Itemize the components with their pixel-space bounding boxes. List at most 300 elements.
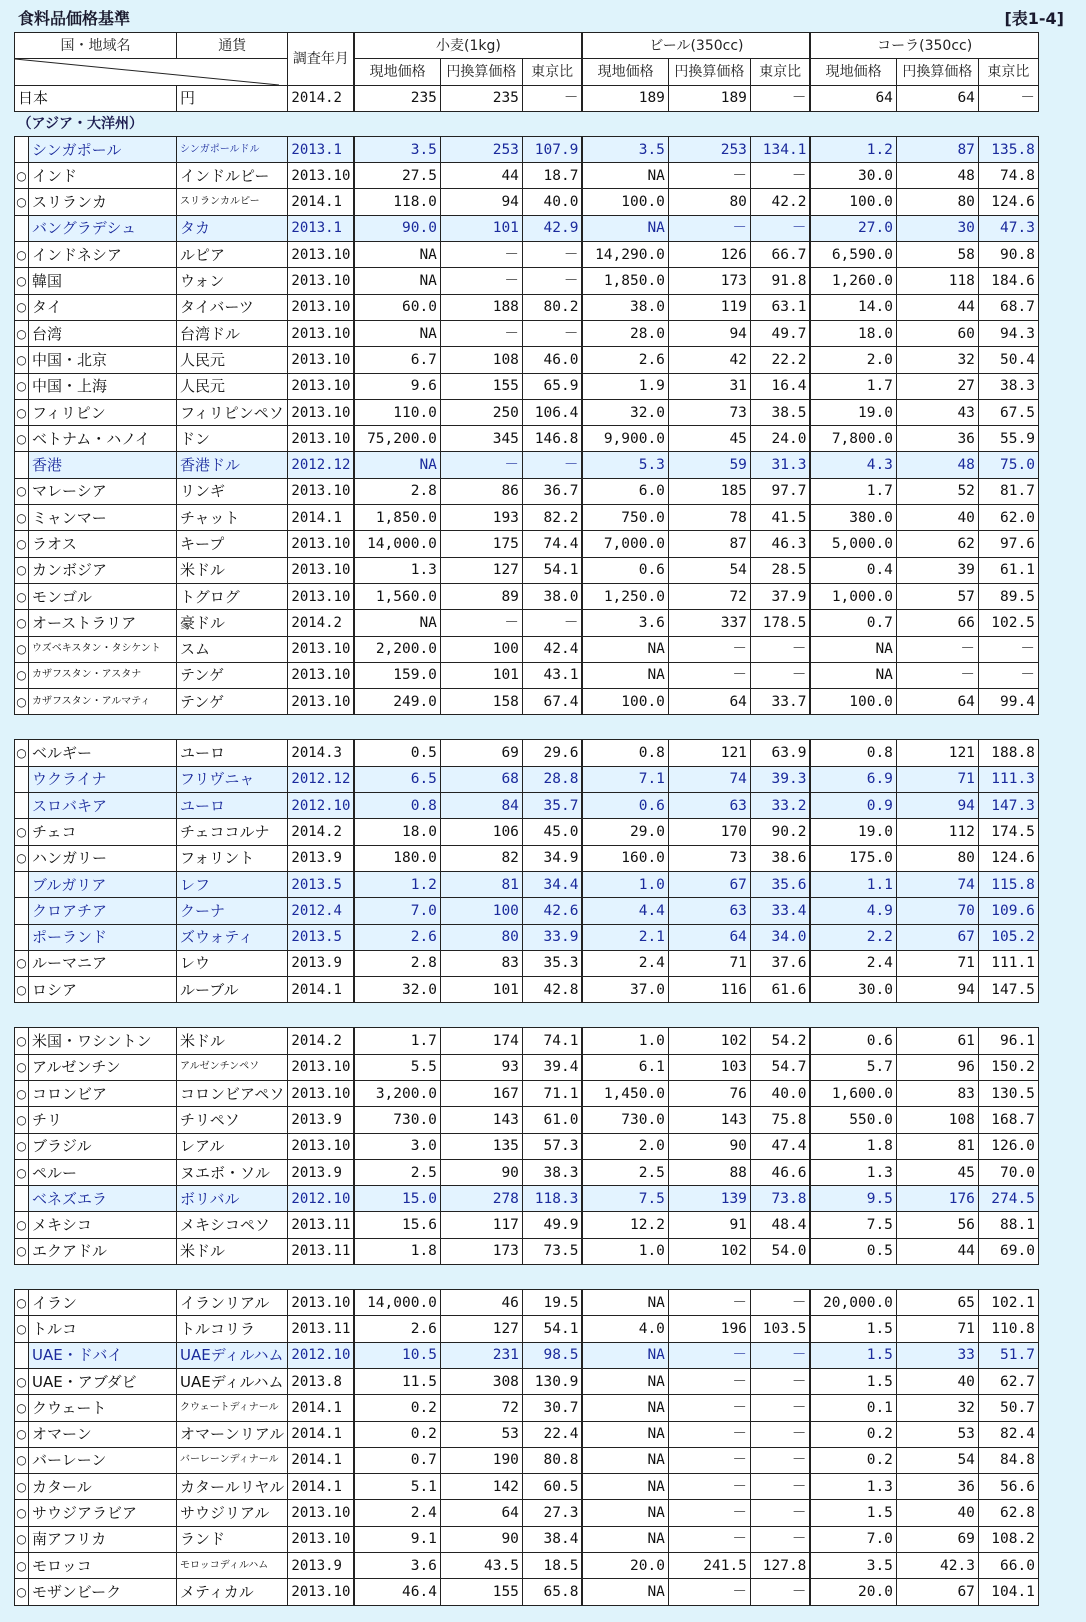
beer-tokyo: － — [750, 1290, 810, 1316]
beer-tokyo: 134.1 — [750, 136, 810, 162]
survey-date: 2013.8 — [288, 1368, 355, 1394]
wheat-local: NA — [354, 610, 440, 636]
table-row — [15, 689, 1039, 715]
cola-yen: 67 — [896, 924, 978, 950]
cola-tokyo: 38.3 — [978, 373, 1038, 399]
currency: スム — [177, 636, 288, 662]
survey-date: 2012.12 — [288, 452, 355, 478]
beer-tokyo: 97.7 — [750, 478, 810, 504]
diagonal-line — [15, 59, 279, 85]
country-name: アルゼンチン — [29, 1054, 177, 1080]
survey-date: 2013.10 — [288, 1526, 355, 1552]
table-row — [15, 1342, 1039, 1368]
beer-tokyo: 90.2 — [750, 819, 810, 845]
currency: クーナ — [177, 898, 288, 924]
wheat-local: 2.4 — [354, 1500, 440, 1526]
survey-date: 2014.1 — [288, 1447, 355, 1473]
survey-mark: ○ — [15, 1579, 29, 1605]
cola-tokyo: 81.7 — [978, 478, 1038, 504]
wheat-yen: － — [440, 242, 522, 268]
cola-tokyo: 68.7 — [978, 294, 1038, 320]
currency: オマーンリアル — [177, 1421, 288, 1447]
wheat-yen: 86 — [440, 478, 522, 504]
cola-local: 4.9 — [810, 898, 896, 924]
wheat-yen: 100 — [440, 898, 522, 924]
survey-mark: ○ — [15, 426, 29, 452]
beer-yen: 76 — [668, 1080, 750, 1106]
cola-local: 1.2 — [810, 136, 896, 162]
wheat-local: 0.2 — [354, 1421, 440, 1447]
country-name: ハンガリー — [29, 845, 177, 871]
beer-tokyo: 37.6 — [750, 950, 810, 976]
wheat-tokyo: 42.9 — [522, 215, 582, 241]
beer-tokyo: 91.8 — [750, 268, 810, 294]
header-row-1 — [15, 33, 1039, 59]
wheat-local: 3.6 — [354, 1553, 440, 1579]
cola-local: NA — [810, 636, 896, 662]
beer-tokyo: 33.7 — [750, 689, 810, 715]
cola-yen: 121 — [896, 740, 978, 766]
currency: レフ — [177, 871, 288, 897]
survey-date: 2013.10 — [288, 583, 355, 609]
country-name: ペルー — [29, 1159, 177, 1185]
wheat-tokyo: 36.7 — [522, 478, 582, 504]
cola-local: 1,000.0 — [810, 583, 896, 609]
wheat-local: 7.0 — [354, 898, 440, 924]
beer-tokyo: 41.5 — [750, 505, 810, 531]
table-row — [15, 242, 1039, 268]
wheat-tokyo: － — [522, 242, 582, 268]
wheat-yen: 308 — [440, 1368, 522, 1394]
header-beer: ビール(350cc) — [582, 33, 810, 59]
survey-mark: ○ — [15, 1474, 29, 1500]
table-row — [15, 531, 1039, 557]
cola-tokyo: 62.7 — [978, 1368, 1038, 1394]
country-name: スリランカ — [29, 189, 177, 215]
wheat-yen: 173 — [440, 1238, 522, 1264]
survey-mark: ○ — [15, 399, 29, 425]
table-row — [15, 766, 1039, 792]
survey-date: 2013.5 — [288, 924, 355, 950]
wheat-tokyo: 19.5 — [522, 1290, 582, 1316]
beer-local: 6.1 — [582, 1054, 668, 1080]
wheat-tokyo: 18.5 — [522, 1553, 582, 1579]
cola-tokyo: 75.0 — [978, 452, 1038, 478]
country-name: モンゴル — [29, 583, 177, 609]
cola-yen: 60 — [896, 320, 978, 346]
table-row — [15, 1500, 1039, 1526]
cola-tokyo: 69.0 — [978, 1238, 1038, 1264]
country-name: スロバキア — [29, 793, 177, 819]
table-row — [15, 1316, 1039, 1342]
cola-yen: 80 — [896, 845, 978, 871]
survey-mark: ○ — [15, 819, 29, 845]
wheat-yen: 108 — [440, 347, 522, 373]
country-name: ベネズエラ — [29, 1186, 177, 1212]
beer-tokyo: 46.3 — [750, 531, 810, 557]
cola-tokyo: － — [978, 662, 1038, 688]
cola-tokyo: 111.1 — [978, 950, 1038, 976]
wheat-tokyo: 42.8 — [522, 977, 582, 1003]
survey-date: 2013.10 — [288, 373, 355, 399]
currency: ランド — [177, 1526, 288, 1552]
beer-tokyo: － — [750, 1447, 810, 1473]
wheat-tokyo: 29.6 — [522, 740, 582, 766]
currency: フリヴニャ — [177, 766, 288, 792]
survey-mark: ○ — [15, 294, 29, 320]
beer-local: 4.4 — [582, 898, 668, 924]
currency: 円 — [177, 85, 288, 111]
beer-tokyo: 37.9 — [750, 583, 810, 609]
country-name: ベルギー — [29, 740, 177, 766]
wheat-local: 0.8 — [354, 793, 440, 819]
country-name: イラン — [29, 1290, 177, 1316]
wheat-yen: 231 — [440, 1342, 522, 1368]
beer-yen: 73 — [668, 399, 750, 425]
page-header — [0, 0, 1086, 30]
cola-yen: 118 — [896, 268, 978, 294]
wheat-local: 2.8 — [354, 950, 440, 976]
country-name: 中国・上海 — [29, 373, 177, 399]
beer-local: 14,290.0 — [582, 242, 668, 268]
country-name: マレーシア — [29, 478, 177, 504]
survey-date: 2013.9 — [288, 845, 355, 871]
beer-yen: 253 — [668, 136, 750, 162]
beer-yen: 31 — [668, 373, 750, 399]
currency: ユーロ — [177, 793, 288, 819]
currency: キープ — [177, 531, 288, 557]
cola-yen: 61 — [896, 1028, 978, 1054]
wheat-tokyo: 65.8 — [522, 1579, 582, 1605]
wheat-local: 110.0 — [354, 399, 440, 425]
beer-yen: 91 — [668, 1212, 750, 1238]
wheat-yen: 158 — [440, 689, 522, 715]
currency: インドルピー — [177, 163, 288, 189]
beer-yen: 42 — [668, 347, 750, 373]
wheat-local: 180.0 — [354, 845, 440, 871]
cola-yen: 176 — [896, 1186, 978, 1212]
wheat-local: 0.7 — [354, 1447, 440, 1473]
table-row — [15, 1526, 1039, 1552]
cola-local: 2.2 — [810, 924, 896, 950]
currency: メティカル — [177, 1579, 288, 1605]
wheat-local: 1.2 — [354, 871, 440, 897]
wheat-yen: － — [440, 610, 522, 636]
wheat-local: 27.5 — [354, 163, 440, 189]
wheat-yen: － — [440, 320, 522, 346]
beer-local: 730.0 — [582, 1107, 668, 1133]
cola-local: 14.0 — [810, 294, 896, 320]
cola-tokyo: － — [978, 85, 1038, 111]
survey-mark: ○ — [15, 662, 29, 688]
wheat-tokyo: 57.3 — [522, 1133, 582, 1159]
beer-yen: 90 — [668, 1133, 750, 1159]
country-name: ウズベキスタン・タシケント — [29, 636, 177, 662]
beer-yen: 67 — [668, 871, 750, 897]
cola-yen: 71 — [896, 950, 978, 976]
beer-yen: 63 — [668, 793, 750, 819]
cola-tokyo: 96.1 — [978, 1028, 1038, 1054]
table-row — [15, 610, 1039, 636]
beer-tokyo: 42.2 — [750, 189, 810, 215]
cola-tokyo: 130.5 — [978, 1080, 1038, 1106]
header-cola-tokyo: 東京比 — [978, 59, 1038, 85]
table-row — [15, 845, 1039, 871]
wheat-tokyo: 80.2 — [522, 294, 582, 320]
survey-mark: ○ — [15, 1133, 29, 1159]
cola-tokyo: 51.7 — [978, 1342, 1038, 1368]
beer-local: 7,000.0 — [582, 531, 668, 557]
cola-tokyo: 50.7 — [978, 1395, 1038, 1421]
cola-local: 1.5 — [810, 1342, 896, 1368]
cola-yen: 83 — [896, 1080, 978, 1106]
wheat-local: 32.0 — [354, 977, 440, 1003]
wheat-tokyo: 118.3 — [522, 1186, 582, 1212]
beer-local: 20.0 — [582, 1553, 668, 1579]
wheat-local: 159.0 — [354, 662, 440, 688]
cola-local: 5.7 — [810, 1054, 896, 1080]
table-row — [15, 557, 1039, 583]
wheat-local: 9.1 — [354, 1526, 440, 1552]
table-row — [15, 1028, 1039, 1054]
beer-tokyo: － — [750, 1500, 810, 1526]
cola-tokyo: 124.6 — [978, 189, 1038, 215]
beer-yen: 94 — [668, 320, 750, 346]
currency: ルピア — [177, 242, 288, 268]
cola-local: 1.5 — [810, 1368, 896, 1394]
beer-yen: 78 — [668, 505, 750, 531]
currency: 台湾ドル — [177, 320, 288, 346]
beer-tokyo: 34.0 — [750, 924, 810, 950]
wheat-yen: 235 — [440, 85, 522, 111]
wheat-local: 1,560.0 — [354, 583, 440, 609]
cola-yen: 48 — [896, 452, 978, 478]
beer-local: 0.8 — [582, 740, 668, 766]
cola-local: 1,260.0 — [810, 268, 896, 294]
wheat-tokyo: 45.0 — [522, 819, 582, 845]
table-row — [15, 583, 1039, 609]
cola-yen: 94 — [896, 793, 978, 819]
wheat-tokyo: 27.3 — [522, 1500, 582, 1526]
cola-local: 0.2 — [810, 1447, 896, 1473]
cola-tokyo: 62.8 — [978, 1500, 1038, 1526]
beer-tokyo: 178.5 — [750, 610, 810, 636]
cola-yen: 94 — [896, 977, 978, 1003]
currency: チャット — [177, 505, 288, 531]
survey-date: 2013.1 — [288, 215, 355, 241]
beer-tokyo: 73.8 — [750, 1186, 810, 1212]
wheat-local: 0.2 — [354, 1395, 440, 1421]
table-row — [15, 636, 1039, 662]
beer-tokyo: 40.0 — [750, 1080, 810, 1106]
cola-local: 0.2 — [810, 1421, 896, 1447]
beer-yen: 185 — [668, 478, 750, 504]
wheat-local: 2,200.0 — [354, 636, 440, 662]
beer-local: NA — [582, 1342, 668, 1368]
beer-yen: － — [668, 662, 750, 688]
survey-mark: ○ — [15, 505, 29, 531]
wheat-tokyo: 35.3 — [522, 950, 582, 976]
currency: 米ドル — [177, 557, 288, 583]
beer-yen: 241.5 — [668, 1553, 750, 1579]
beer-local: NA — [582, 1500, 668, 1526]
header-beer-yen: 円換算価格 — [668, 59, 750, 85]
cola-local: 2.0 — [810, 347, 896, 373]
survey-mark: ○ — [15, 268, 29, 294]
cola-tokyo: 188.8 — [978, 740, 1038, 766]
beer-yen: 87 — [668, 531, 750, 557]
header-wheat-yen: 円換算価格 — [440, 59, 522, 85]
survey-mark: ○ — [15, 610, 29, 636]
cola-local: 1.3 — [810, 1159, 896, 1185]
cola-tokyo: 56.6 — [978, 1474, 1038, 1500]
table-row — [15, 1579, 1039, 1605]
wheat-tokyo: 49.9 — [522, 1212, 582, 1238]
survey-date: 2013.10 — [288, 1500, 355, 1526]
country-name: クロアチア — [29, 898, 177, 924]
wheat-yen: 175 — [440, 531, 522, 557]
cola-tokyo: 124.6 — [978, 845, 1038, 871]
beer-local: NA — [582, 1421, 668, 1447]
table-row — [15, 977, 1039, 1003]
cola-tokyo: 111.3 — [978, 766, 1038, 792]
cola-yen: 40 — [896, 1500, 978, 1526]
survey-date: 2014.1 — [288, 1395, 355, 1421]
cola-yen: 56 — [896, 1212, 978, 1238]
cola-local: 1.5 — [810, 1316, 896, 1342]
cola-yen: 45 — [896, 1159, 978, 1185]
currency: フィリピンペソ — [177, 399, 288, 425]
wheat-local: 6.7 — [354, 347, 440, 373]
beer-yen: 64 — [668, 924, 750, 950]
currency: テンゲ — [177, 689, 288, 715]
cola-tokyo: 147.3 — [978, 793, 1038, 819]
table-row — [15, 1133, 1039, 1159]
header-cola: コーラ(350cc) — [810, 33, 1038, 59]
survey-date: 2013.10 — [288, 399, 355, 425]
wheat-yen: 69 — [440, 740, 522, 766]
beer-tokyo: 75.8 — [750, 1107, 810, 1133]
wheat-local: 2.8 — [354, 478, 440, 504]
country-name: モロッコ — [29, 1553, 177, 1579]
cola-tokyo: 67.5 — [978, 399, 1038, 425]
cola-local: NA — [810, 662, 896, 688]
cola-yen: 87 — [896, 136, 978, 162]
cola-local: 0.7 — [810, 610, 896, 636]
wheat-local: 3.0 — [354, 1133, 440, 1159]
survey-mark: ○ — [15, 1500, 29, 1526]
wheat-local: NA — [354, 452, 440, 478]
survey-mark: ○ — [15, 1054, 29, 1080]
beer-local: 29.0 — [582, 819, 668, 845]
wheat-tokyo: 54.1 — [522, 557, 582, 583]
cola-local: 19.0 — [810, 399, 896, 425]
cola-yen: 81 — [896, 1133, 978, 1159]
survey-mark: ○ — [15, 1553, 29, 1579]
beer-tokyo: － — [750, 1579, 810, 1605]
survey-date: 2014.1 — [288, 1474, 355, 1500]
wheat-local: 1.7 — [354, 1028, 440, 1054]
wheat-yen: 80 — [440, 924, 522, 950]
survey-date: 2013.11 — [288, 1238, 355, 1264]
cola-yen: 67 — [896, 1579, 978, 1605]
country-name: 香港 — [29, 452, 177, 478]
beer-yen: 170 — [668, 819, 750, 845]
table-row — [15, 163, 1039, 189]
beer-tokyo: 28.5 — [750, 557, 810, 583]
wheat-local: 3.5 — [354, 136, 440, 162]
cola-local: 7.0 — [810, 1526, 896, 1552]
wheat-tokyo: 38.4 — [522, 1526, 582, 1552]
survey-date: 2014.1 — [288, 189, 355, 215]
country-name: 台湾 — [29, 320, 177, 346]
cola-local: 6,590.0 — [810, 242, 896, 268]
beer-yen: － — [668, 1474, 750, 1500]
survey-mark: ○ — [15, 950, 29, 976]
wheat-yen: 90 — [440, 1526, 522, 1552]
currency: 人民元 — [177, 347, 288, 373]
cola-yen: 36 — [896, 1474, 978, 1500]
wheat-yen: 250 — [440, 399, 522, 425]
table-row — [15, 793, 1039, 819]
wheat-yen: 82 — [440, 845, 522, 871]
beer-tokyo: 127.8 — [750, 1553, 810, 1579]
beer-yen: 80 — [668, 189, 750, 215]
wheat-tokyo: 74.1 — [522, 1028, 582, 1054]
beer-local: 12.2 — [582, 1212, 668, 1238]
beer-tokyo: － — [750, 636, 810, 662]
cola-tokyo: 97.6 — [978, 531, 1038, 557]
cola-yen: 36 — [896, 426, 978, 452]
currency: クウェートディナール — [177, 1395, 288, 1421]
table-row — [15, 740, 1039, 766]
currency: カタールリヤル — [177, 1474, 288, 1500]
table-row — [15, 1107, 1039, 1133]
cola-tokyo: 61.1 — [978, 557, 1038, 583]
survey-date: 2013.10 — [288, 1054, 355, 1080]
beer-tokyo: 54.0 — [750, 1238, 810, 1264]
cola-yen: 32 — [896, 1395, 978, 1421]
beer-local: NA — [582, 1474, 668, 1500]
cola-local: 19.0 — [810, 819, 896, 845]
cola-tokyo: 110.8 — [978, 1316, 1038, 1342]
table-row — [15, 1159, 1039, 1185]
price-table — [14, 32, 1039, 1606]
beer-tokyo: － — [750, 1526, 810, 1552]
country-name: トルコ — [29, 1316, 177, 1342]
table-row — [15, 1238, 1039, 1264]
cola-yen: 52 — [896, 478, 978, 504]
beer-tokyo: － — [750, 1368, 810, 1394]
cola-yen: 43 — [896, 399, 978, 425]
currency: チェココルナ — [177, 819, 288, 845]
wheat-tokyo: 28.8 — [522, 766, 582, 792]
country-name: 南アフリカ — [29, 1526, 177, 1552]
cola-tokyo: 88.1 — [978, 1212, 1038, 1238]
survey-mark: ○ — [15, 740, 29, 766]
survey-mark: ○ — [15, 583, 29, 609]
beer-tokyo: 47.4 — [750, 1133, 810, 1159]
country-name: シンガポール — [29, 136, 177, 162]
wheat-tokyo: 34.9 — [522, 845, 582, 871]
cola-local: 5,000.0 — [810, 531, 896, 557]
survey-date: 2014.3 — [288, 740, 355, 766]
survey-date: 2012.10 — [288, 793, 355, 819]
country-name: バーレーン — [29, 1447, 177, 1473]
wheat-yen: 190 — [440, 1447, 522, 1473]
beer-yen: 103 — [668, 1054, 750, 1080]
wheat-local: 249.0 — [354, 689, 440, 715]
